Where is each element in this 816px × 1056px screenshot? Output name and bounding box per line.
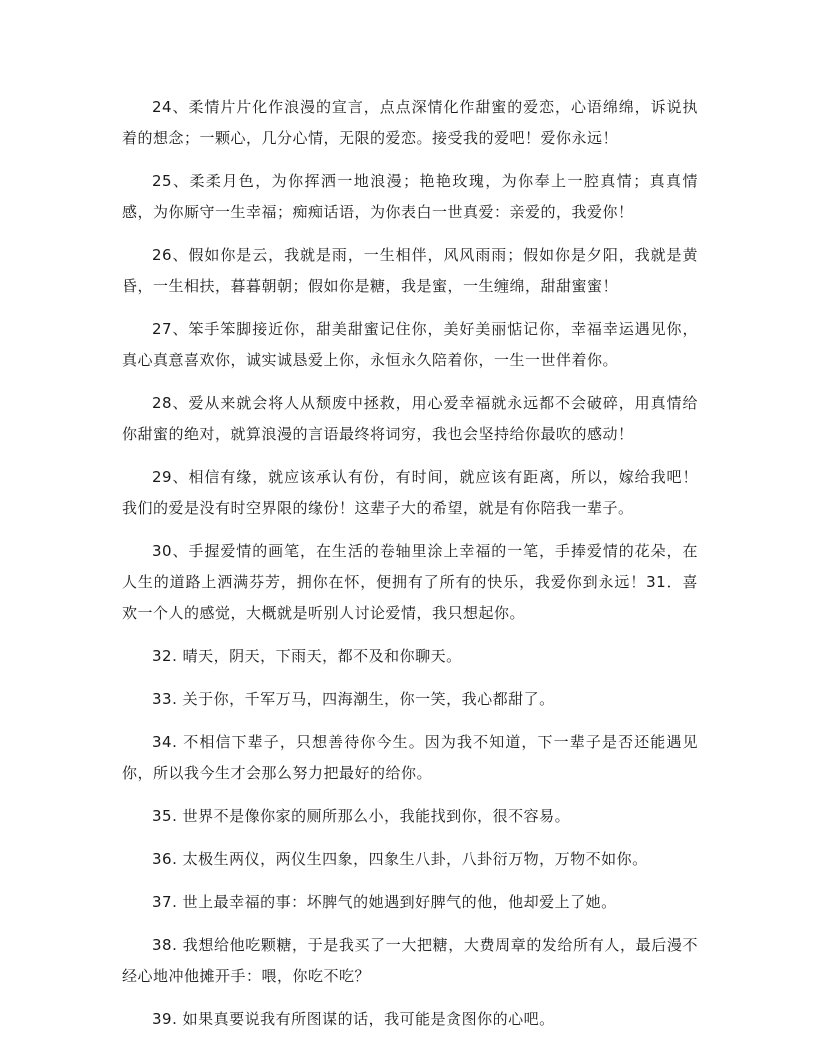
paragraph-38: 38. 我想给他吃颗糖，于是我买了一大把糖，大费周章的发给所有人，最后漫不经心地冲他摊开手：喂，你吃不吃？ [122,936,698,985]
paragraph-26: 26、假如你是云，我就是雨，一生相伴，风风雨雨；假如你是夕阳，我就是黄昏，一生相扶，暮暮朝朝；假如你是糖，我是蜜，一生缠绵，甜甜蜜蜜！ [122,246,698,295]
paragraph-32: 32. 晴天，阴天，下雨天，都不及和你聊天。 [152,647,462,665]
paragraph-24: 24、柔情片片化作浪漫的宣言，点点深情化作甜蜜的爱恋，心语绵绵，诉说执着的想念；一颗心，几分心情，无限的爱恋。接受我的爱吧！爱你永远！ [122,98,698,147]
paragraph-27: 27、笨手笨脚接近你，甜美甜蜜记住你，美好美丽惦记你，幸福幸运遇见你，真心真意喜欢你，诚实诚恳爱上你，永恒永久陪着你，一生一世伴着你。 [122,320,698,369]
paragraph-30: 30、手握爱情的画笔，在生活的卷轴里涂上幸福的一笔，手捧爱情的花朵，在人生的道路上洒满芬芳，拥你在怀，便拥有了所有的快乐，我爱你到永远！31．喜欢一个人的感觉，大概就是听别人讨论爱情，我只想起你。 [122,542,698,622]
paragraph-35: 35. 世界不是像你家的厕所那么小，我能找到你，很不容易。 [152,807,571,825]
paragraph-37: 37. 世上最幸福的事：坏脾气的她遇到好脾气的他，他却爱上了她。 [152,893,617,911]
paragraph-29: 29、相信有缘，就应该承认有份，有时间，就应该有距离，所以，嫁给我吧！我们的爱是没有时空界限的缘份！这辈子大的希望，就是有你陪我一辈子。 [122,468,698,517]
paragraph-28: 28、爱从来就会将人从颓废中拯救，用心爱幸福就永远都不会破碎，用真情给你甜蜜的绝对，就算浪漫的言语最终将词穷，我也会坚持给你最吹的感动！ [122,394,698,443]
paragraph-36: 36. 太极生两仪，两仪生四象，四象生八卦，八卦衍万物，万物不如你。 [152,850,648,868]
document-body [122,92,698,1047]
paragraph-39: 39. 如果真要说我有所图谋的话，我可能是贪图你的心吧。 [152,1010,555,1028]
paragraph-34: 34. 不相信下辈子，只想善待你今生。因为我不知道，下一辈子是否还能遇见你，所以我今生才会那么努力把最好的给你。 [122,733,698,782]
paragraph-25: 25、柔柔月色，为你挥洒一地浪漫；艳艳玫瑰，为你奉上一腔真情；真真情感，为你厮守一生幸福；痴痴话语，为你表白一世真爱：亲爱的，我爱你！ [122,172,698,221]
paragraph-33: 33. 关于你，千军万马，四海潮生，你一笑，我心都甜了。 [152,690,555,708]
